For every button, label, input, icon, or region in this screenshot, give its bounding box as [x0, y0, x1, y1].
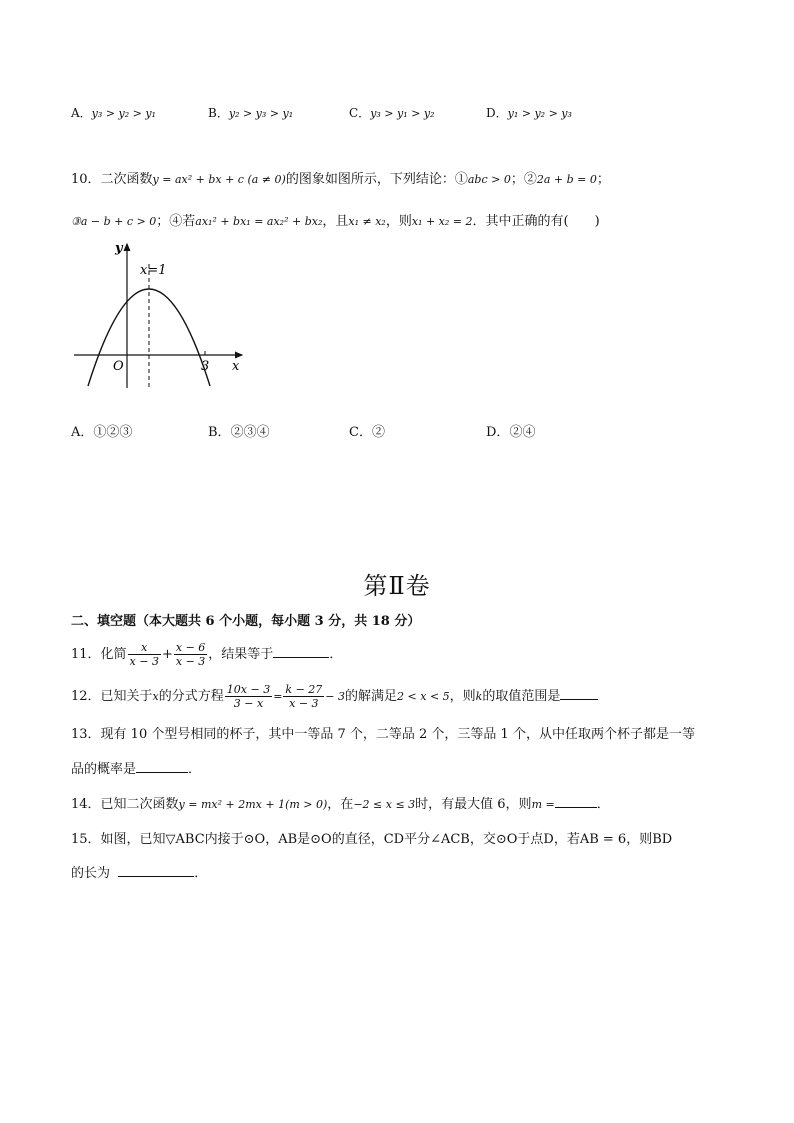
q15-line2: 的长为 ． [71, 866, 208, 881]
q9-option-d: D．y₁ > y₂ > y₃ [486, 106, 572, 120]
q11-answer-blank [273, 645, 329, 658]
q15-answer-blank [118, 864, 194, 877]
q9-option-c: C．y₃ > y₁ > y₂ [349, 106, 435, 120]
q10-option-c: C．② [349, 425, 385, 440]
q13-answer-blank [136, 760, 188, 773]
section-title: 二、填空题（本大题共 6 个小题，每小题 3 分，共 18 分） [71, 614, 421, 629]
q10-parabola-graph [70, 238, 250, 398]
q12-fraction-2: $\frac{k - 27}{x - 3}$ [285, 683, 323, 710]
q11-fraction-1: $\frac{x}{x - 3}$ [129, 641, 159, 668]
symmetry-axis-label: x=1 [140, 263, 167, 278]
q10-option-a: A．①②③ [71, 425, 133, 440]
x-axis-label: x [232, 359, 240, 374]
q10-line2: ③a − b + c > 0；④若ax₁² + bx₁ = ax₂² + bx₂，且x₁ ≠ x₂，则x₁ + x₂ = 2．其中正确的有( ) [71, 214, 600, 229]
q11-fraction-2: $\frac{x - 6}{x - 3}$ [175, 641, 206, 668]
q13-line1: 13．现有 10 个型号相同的杯子，其中一等品 7 个，二等品 2 个，三等品 1 个，从中任取两个杯子都是一等 [71, 727, 695, 742]
q10-option-d: D．②④ [486, 425, 536, 440]
q14-answer-blank [555, 795, 597, 808]
x-tick-label: 3 [201, 359, 210, 374]
q12: 12．已知关于x的分式方程 $\frac{10x - 3}{3 - x}$ = $\frac{k - 27}{x - 3}$ − 3的解满足2 < x < 5，则k的取值范围是 [71, 682, 598, 712]
q15-line1: 15．如图，已知▽ABC内接于⊙O，AB是⊙O的直径，CD平分∠ACB，交⊙O于点D，若AB = 6，则BD [71, 832, 673, 847]
q14: 14．已知二次函数y = mx² + 2mx + 1(m > 0)，在−2 ≤ x ≤ 3时，有最大值 6，则m = ． [71, 797, 610, 812]
origin-label: O [113, 359, 124, 374]
q10-option-b: B．②③④ [208, 425, 270, 440]
q11: 11．化简 $\frac{x}{x - 3}$ + $\frac{x - 6}{x - 3}$ ，结果等于 ． [71, 641, 343, 668]
part-title: 第Ⅱ卷 [363, 572, 431, 600]
q9-option-a: A．y₃ > y₂ > y₁ [71, 106, 156, 120]
q13-line2: 品的概率是 ． [71, 762, 202, 777]
q12-answer-blank [560, 687, 598, 700]
q12-fraction-1: $\frac{10x - 3}{3 - x}$ [226, 683, 271, 710]
y-axis-label: y [115, 241, 123, 256]
q10-line1: 10．二次函数y = ax² + bx + c (a ≠ 0)的图象如图所示，下列结论：①abc > 0；②2a + b = 0； [71, 172, 610, 187]
q9-option-b: B．y₂ > y₃ > y₁ [208, 106, 294, 120]
